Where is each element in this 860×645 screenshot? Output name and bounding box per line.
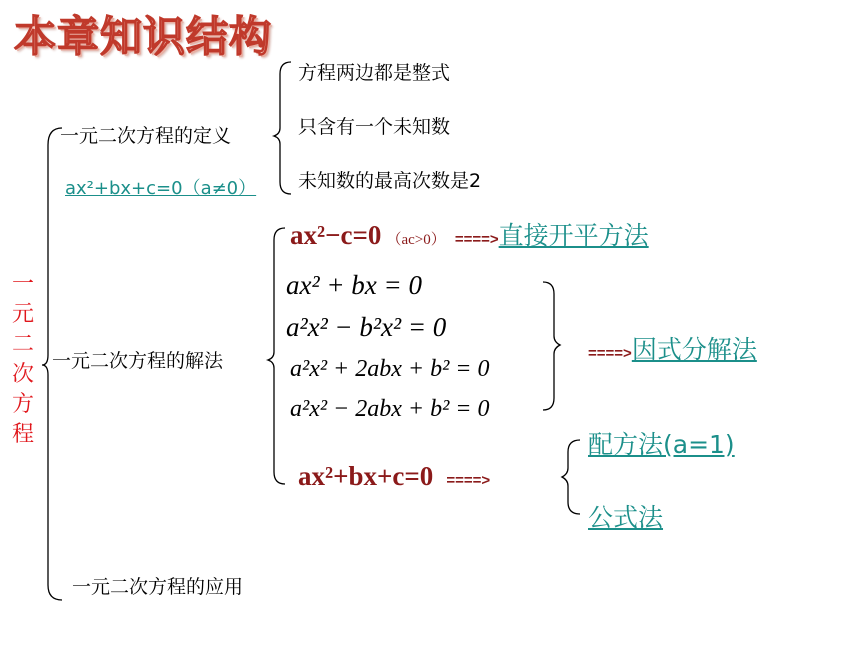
solutions-label: 一元二次方程的解法: [52, 350, 224, 372]
quadratic-formula-link[interactable]: 公式法: [588, 503, 664, 532]
condition-item: 方程两边都是整式: [298, 62, 451, 84]
page-title: 本章知识结构: [14, 12, 273, 61]
root-char: 程: [11, 422, 34, 447]
direct-row: [290, 216, 649, 252]
direct-condition: （ac>0）: [386, 232, 446, 248]
factoring-equation: a²x² − 2abx + b² = 0: [290, 396, 490, 422]
factoring-method-link[interactable]: 因式分解法: [631, 335, 757, 364]
root-char: 二: [11, 332, 34, 357]
condition-item: 只含有一个未知数: [298, 116, 451, 138]
factoring-equation: a²x² + 2abx + b² = 0: [290, 356, 490, 382]
factoring-arrow: ====>: [588, 345, 632, 362]
general-equation: ax²+bx+c=0: [298, 461, 434, 491]
direct-arrow: ====>: [454, 231, 499, 248]
condition-item: 未知数的最高次数是2: [298, 170, 482, 192]
factoring-equation: ax² + bx = 0: [286, 270, 423, 300]
root-label: [8, 270, 38, 450]
factoring-row: [588, 330, 757, 366]
root-char: 一: [11, 272, 34, 297]
general-arrow: ====>: [446, 472, 491, 489]
factoring-brace: [543, 282, 560, 410]
general-row: [298, 461, 490, 492]
direct-equation: ax²−c=0: [290, 220, 382, 250]
root-char: 方: [11, 392, 34, 417]
root-char: 次: [11, 362, 34, 387]
direct-method-link[interactable]: 直接开平方法: [498, 221, 649, 250]
application-label: 一元二次方程的应用: [72, 576, 244, 598]
factoring-equation: a²x² − b²x² = 0: [286, 312, 447, 342]
definition-brace: [274, 62, 291, 194]
root-char: 元: [11, 302, 34, 327]
completing-square-link[interactable]: 配方法(a=1): [588, 430, 735, 459]
definition-formula-link[interactable]: ax²+bx+c=0（a≠0）: [65, 178, 257, 199]
definition-label: 一元二次方程的定义: [60, 125, 232, 147]
general-brace: [562, 440, 580, 514]
solutions-brace: [268, 228, 285, 484]
